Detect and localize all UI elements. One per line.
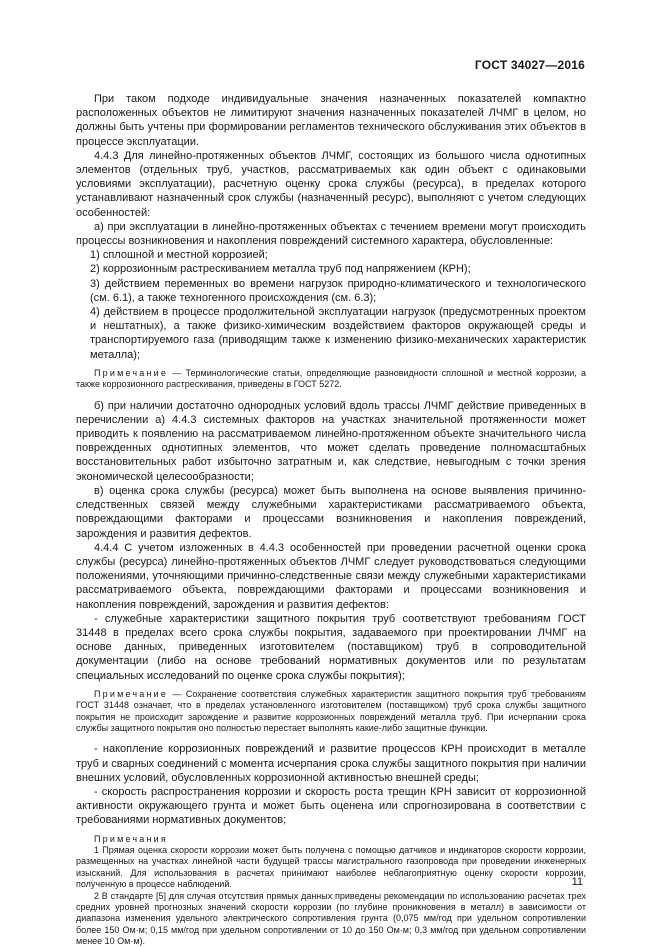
notes-label: Примечания — [94, 833, 168, 844]
item-a: а) при эксплуатации в линейно-протяженных объектах с течением времени могут происходить процессы возникновения и накопления повреждений системного характера, обусловленные: — [76, 220, 586, 248]
list-item: 2) коррозионным растрескиванием металла труб под напряжением (КРН); — [90, 263, 471, 276]
section-4-4-3: 4.4.3 Для линейно-протяженных объектов ЛЧМГ, состоящих из большого числа однотипных элементов (отдельных труб, участков, рассматриваемых как один объект с одинаковыми условиями эксплуатации), расчетную оценку срока службы (ресурса), в пределах которого устанавливают назначенный срок службы (назначенный ресурс), выполняют с учетом следующих особенностей: — [76, 149, 586, 219]
note — [76, 368, 586, 391]
item-v: в) оценка срока службы (ресурса) может быть выполнена на основе выявления причинно-следственных связей между служебными характеристиками рассматриваемого объекта, повреждающими факторами и процессами возникновения и накопления повреждений, зарождения и развития дефектов. — [76, 484, 586, 540]
provision-item: - накопление коррозионных повреждений и развитие процессов КРН происходит в металле труб и сварных соединений с момента исчерпания срока службы защитного покрытия при наличии внешних условий, обусловленных коррозионной активностью внешней среды; — [76, 743, 586, 784]
standard-header: ГОСТ 34027—2016 — [474, 58, 585, 72]
note-text: — Терминологические статьи, определяющие разновидности сплошной и местной коррозии, а также коррозионного растрескивания, приведены в ГОСТ 5272. — [76, 367, 586, 390]
provision-item: - скорость распространения коррозии и скорость роста трещин КРН зависит от коррозионной активности окружающего грунта и может быть оценена или спрогнозирована в соответствии с требованиями нормативных документов; — [76, 785, 586, 827]
item-b: б) при наличии достаточно однородных условий вдоль трассы ЛЧМГ действие приведенных в перечислении а) 4.4.3 системных факторов на участках значительной протяженности может приводить к появлению на рассматриваемом линейно-протяженном объекте значительного числа поврежденных однотипных элементов, что может сделать проведение полномасштабных восстановительных работ избыточно затратным и, как следствие, невыгодным с точки зрения экономической целесообразности; — [76, 399, 586, 483]
provision-item: - служебные характеристики защитного покрытия труб соответствуют требованиям ГОСТ 31448 в пределах всего срока службы покрытия, задаваемого при проектировании ЛЧМГ на основе данных, приведенных изготовителем (поставщиком) труб в сопроводительной документации (либо на основе требований нормативных документов или по результатам специальных исследований по оценке срока службы покрытия); — [76, 612, 586, 682]
note — [76, 689, 586, 735]
document-body — [76, 92, 586, 948]
list-item: 4) действием в процессе продолжительной эксплуатации нагрузок (предусмотренных проектом и нештатных), а также физико-химическим воздействием факторов окружающей среды и транспортируемого газа (приводящим также к изменению физико-механических характеристик металла); — [90, 306, 586, 361]
list-item: 1) сплошной и местной коррозией; — [90, 249, 268, 262]
section-4-4-4: 4.4.4 С учетом изложенных в 4.4.3 особенностей при проведении расчетной оценки срока службы (ресурса) линейно-протяженных объектов ЛЧМГ следует руководствоваться следующими положениями, уточняющими причинно-следственные связи между служебными характеристиками рассматриваемого объекта, повреждающими факторами и процессами возникновения и накопления повреждений, зарождения и развития дефектов: — [76, 541, 586, 611]
paragraph: При таком подходе индивидуальные значения назначенных показателей компактно расположенных объектов не лимитируют значения назначенных показателей ЛЧМГ в целом, но должны быть учтены при формировании регламентов технического обслуживания этих объектов в процессе эксплуатации. — [76, 93, 586, 148]
notes-heading — [76, 834, 586, 845]
page-number: 11 — [571, 876, 583, 888]
note-text: — Сохранение соответствия служебных характеристик защитного покрытия труб требованиям ГОСТ 31448 означает, что в пределах установленного изготовителем (поставщиком) труб срока службы защитного покрытия не происходит зарождение и развитие коррозионных повреждений металла труб. При исчерпании срока службы защитного покрытия оно полностью перестает выполнять какие-либо защитные функции. — [76, 688, 586, 733]
note-item: 2 В стандарте [5] для случая отсутствия прямых данных приведены рекомендации по использованию расчетах трех средних уровней прогнозных значений скорости коррозии (по глубине проникновения в металл) в зависимости от диапазона изменения удельного электрического сопротивления грунта (0,075 мм/год при удельном сопротивлении более 150 Ом·м; 0,15 мм/год при удельном сопротивлении от 10 до 150 Ом·м; 0,3 мм/год при удельном сопротивлении менее 10 Ом·м). — [76, 890, 586, 947]
note-label: Примечание — [94, 688, 169, 699]
note-item: 1 Прямая оценка скорости коррозии может быть получена с помощью датчиков и индикаторов скорости коррозии, размещенных на участках линейной части будущей трассы магистрального газопровода при проведении инженерных изысканий. Для использования в расчетах принимают наиболее неблагоприятную оценку скорости коррозии, полученную в процессе наблюдений. — [76, 844, 586, 890]
list-item: 3) действием переменных во времени нагрузок природно-климатического и технологического (см. 6.1), а также техногенного происхождения (см. 6.3); — [90, 277, 586, 304]
note-label: Примечание — [94, 367, 169, 378]
